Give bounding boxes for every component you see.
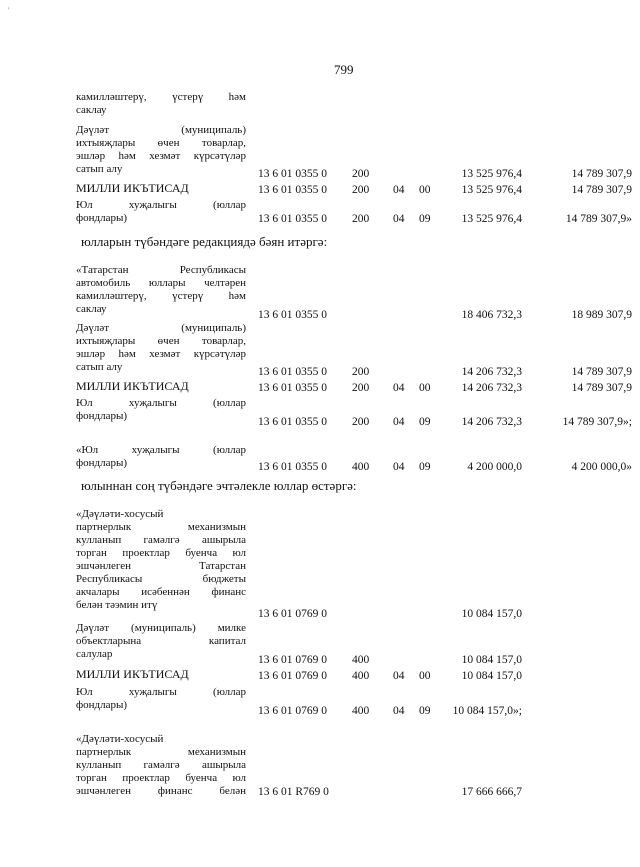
row-desc: Юл хуҗалыгы (юллар фондлары) [76,686,246,711]
row-desc: Дәүләт (муниципаль) ихтыяҗлары өчен товарлар, эшләр һәм хезмәт күрсәтүләр сатып алу [76,124,246,175]
table-row: 13 6 01 0355 0 200 04 09 13 525 976,4 14 789 307,9» [258,213,632,225]
table-row: 13 6 01 0355 0 18 406 732,3 18 989 307,9 [258,309,632,321]
table-row: 13 6 01 0355 0 200 04 09 14 206 732,3 14 789 307,9»; [258,416,632,428]
instruction-text: юлыннан соң түбәндәге эчтәлекле юллар өстәргә: [81,478,357,493]
table-row: 13 6 01 0355 0 200 14 206 732,3 14 789 307,9 [258,366,632,378]
table-row: 13 6 01 0769 0 10 084 157,0 [258,608,522,620]
row-desc: МИЛЛИ ИКЪТИСАД [76,181,189,195]
table-row: 13 6 01 0355 0 400 04 09 4 200 000,0 4 200 000,0» [258,461,632,473]
row-desc: Юл хуҗалыгы (юллар фондлары) [76,397,246,422]
row-desc: Дәүләт (муниципаль) милке объектларына капитал салулар [76,622,246,660]
row-desc: Дәүләт (муниципаль) ихтыяҗлары өчен товарлар, эшләр һәм хезмәт күрсәтүләр сатып алу [76,322,246,373]
table-row: 13 6 01 0769 0 400 10 084 157,0 [258,654,522,666]
row-desc: Юл хуҗалыгы (юллар фондлары) [76,199,246,224]
row-desc: «Дәүләти-хосусый партнерлык механизмын кулланып гамәлгә ашырыла торган проектлар буенча юл эшчәнлеген Татарстан Республикасы бюджеты акчалары исәбеннән финанс белән тәэмин итү [76,508,246,611]
corner-mark: ' [8,6,10,15]
table-row: 13 6 01 0355 0 200 04 00 13 525 976,4 14 789 307,9 [258,184,632,196]
table-row: 13 6 01 0769 0 400 04 00 10 084 157,0 [258,670,522,682]
table-row: 13 6 01 0769 0 400 04 09 10 084 157,0»; [258,705,522,717]
row-desc: МИЛЛИ ИКЪТИСАД [76,667,189,681]
page-number: 799 [334,62,354,77]
table-row: 13 6 01 0355 0 200 04 00 14 206 732,3 14 789 307,9 [258,382,632,394]
table-row: 13 6 01 0355 0 200 13 525 976,4 14 789 307,9 [258,168,632,180]
row-desc: «Дәүләти-хосусый партнерлык механизмын кулланып гамәлгә ашырыла торган проектлар буенча юл эшчәнлеген финанс белән [76,733,246,797]
row-desc: «Татарстан Республикасы автомобиль юллары челтәрен камилләштерү, үстерү һәм саклау [76,264,246,315]
table-row: 13 6 01 R769 0 17 666 666,7 [258,786,522,798]
instruction-text: юлларын түбәндәге редакциядә бәян итәргә: [81,234,328,249]
row-desc: камилләштерү, үстерү һәм саклау [76,91,246,116]
row-desc: «Юл хуҗалыгы (юллар фондлары) [76,444,246,469]
row-desc: МИЛЛИ ИКЪТИСАД [76,379,189,393]
